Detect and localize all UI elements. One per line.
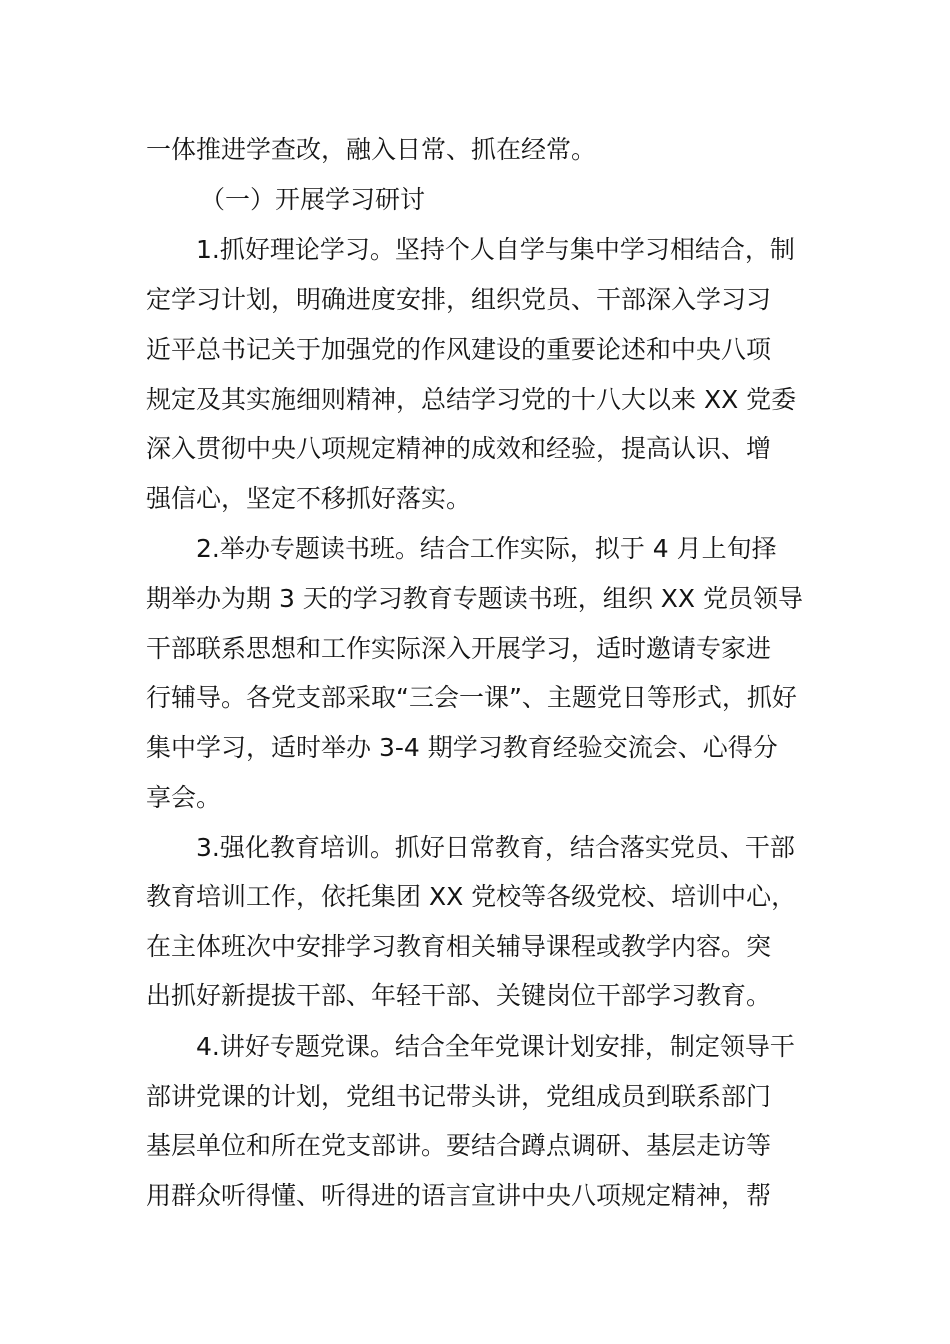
body-text-line: 期举办为期 3 天的学习教育专题读书班，组织 XX 党员领导 [146,584,803,613]
paragraph-4-first-line: 4.讲好专题党课。结合全年党课计划安排，制定领导干 [196,1032,795,1061]
body-text-line: 基层单位和所在党支部讲。要结合蹲点调研、基层走访等 [146,1131,772,1160]
body-text-line: 在主体班次中安排学习教育相关辅导课程或教学内容。突 [146,932,772,961]
body-text-line: 享会。 [146,783,222,812]
body-text-line: 深入贯彻中央八项规定精神的成效和经验，提高认识、增 [146,434,772,463]
body-text-line: 教育培训工作，依托集团 XX 党校等各级党校、培训中心， [146,882,797,911]
section-heading: （一）开展学习研讨 [200,185,426,214]
body-text-line: 用群众听得懂、听得进的语言宣讲中央八项规定精神，帮 [146,1181,772,1210]
body-text-line: 近平总书记关于加强党的作风建设的重要论述和中央八项 [146,335,772,364]
body-text-line: 强信心，坚定不移抓好落实。 [146,484,472,513]
body-text-line: 行辅导。各党支部采取“三会一课”、主题党日等形式，抓好 [146,683,797,712]
paragraph-3-first-line: 3.强化教育培训。抓好日常教育，结合落实党员、干部 [196,833,795,862]
body-text-line: 集中学习，适时举办 3-4 期学习教育经验交流会、心得分 [146,733,778,762]
body-text-line: 规定及其实施细则精神，总结学习党的十八大以来 XX 党委 [146,385,797,414]
paragraph-2-first-line: 2.举办专题读书班。结合工作实际，拟于 4 月上旬择 [196,534,777,563]
body-text-line: 出抓好新提拔干部、年轻干部、关键岗位干部学习教育。 [146,981,772,1010]
paragraph-1-first-line: 1.抓好理论学习。坚持个人自学与集中学习相结合，制 [196,235,795,264]
body-text-line: 一体推进学查改，融入日常、抓在经常。 [146,135,597,164]
body-text-line: 干部联系思想和工作实际深入开展学习，适时邀请专家进 [146,634,772,663]
body-text-line: 定学习计划，明确进度安排，组织党员、干部深入学习习 [146,285,772,314]
body-text-line: 部讲党课的计划，党组书记带头讲，党组成员到联系部门 [146,1082,772,1111]
